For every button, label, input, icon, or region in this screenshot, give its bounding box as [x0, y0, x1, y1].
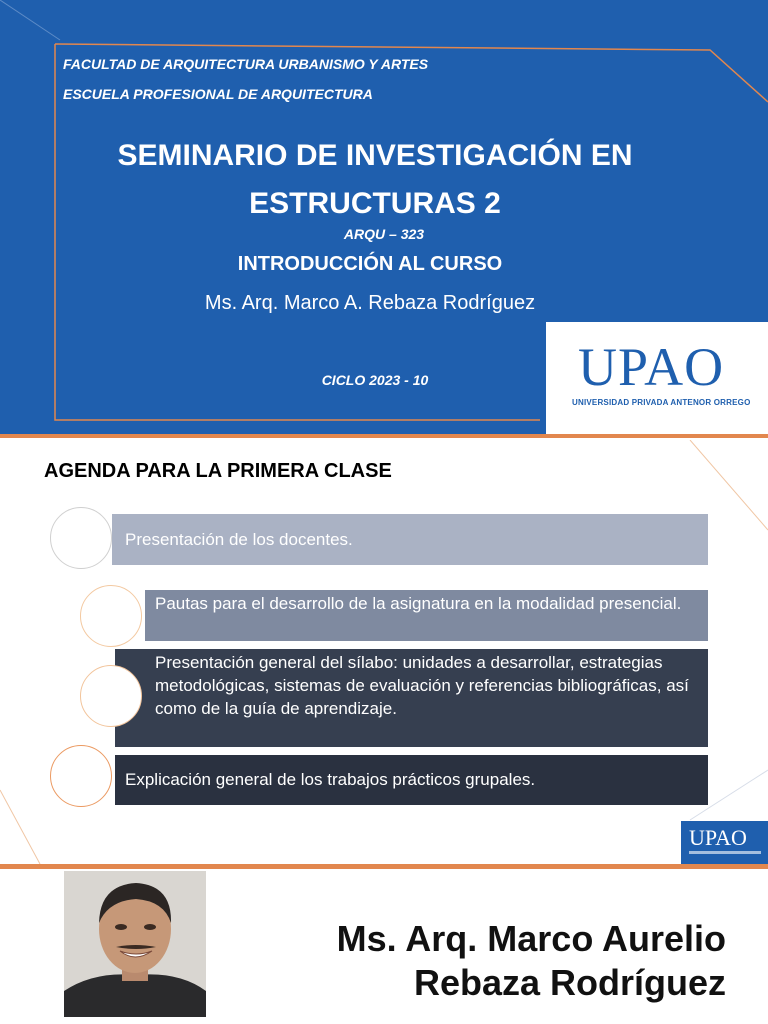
course-code: ARQU – 323	[343, 226, 425, 242]
faculty-name: FACULTAD DE ARQUITECTURA URBANISMO Y ARTES	[63, 56, 429, 72]
agenda-item-text: Presentación de los docentes.	[125, 530, 353, 549]
bullet-circle	[50, 745, 112, 807]
agenda-slide	[0, 440, 768, 864]
bullet-circle	[80, 585, 142, 647]
title-slide	[0, 0, 768, 434]
school-name: ESCUELA PROFESIONAL DE ARQUITECTURA	[63, 86, 373, 102]
bullet-circle	[50, 507, 112, 569]
upao-logo-small-text: UPAO	[689, 825, 747, 850]
agenda-item-text: Pautas para el desarrollo de la asignatura en la modalidad presencial.	[155, 594, 682, 613]
cycle-label: CICLO 2023 - 10	[321, 372, 429, 388]
agenda-item-text: Presentación general del sílabo: unidades a desarrollar, estrategias metodológicas, sistemas de evaluación y referencias bibliográficas, así como de la guía de aprendizaje.	[155, 653, 689, 718]
teacher-photo	[64, 871, 206, 1017]
upao-logo: UPAO	[578, 337, 725, 397]
teacher-name-line-1: Ms. Arq. Marco Aurelio	[336, 918, 726, 959]
course-title-line-1: SEMINARIO DE INVESTIGACIÓN EN	[117, 139, 633, 172]
teacher-full-name	[337, 917, 726, 1005]
agenda-item	[115, 649, 708, 747]
teacher-name-line-2: Rebaza Rodríguez	[413, 962, 726, 1003]
teacher-name: Ms. Arq. Marco A. Rebaza Rodríguez	[204, 292, 536, 314]
portrait-illustration	[64, 871, 206, 1017]
agenda-item	[112, 514, 708, 565]
logo-underline	[689, 851, 761, 854]
slide-divider	[0, 434, 768, 438]
course-title-line-2: ESTRUCTURAS 2	[249, 187, 501, 220]
subtitle: INTRODUCCIÓN AL CURSO	[237, 253, 503, 275]
course-title	[40, 132, 710, 228]
upao-logo-small	[681, 821, 768, 864]
agenda-item	[115, 755, 708, 805]
agenda-item-text: Explicación general de los trabajos prácticos grupales.	[125, 770, 536, 789]
upao-logo-subtitle: UNIVERSIDAD PRIVADA ANTENOR ORREGO	[572, 398, 751, 407]
agenda-title: AGENDA PARA LA PRIMERA CLASE	[44, 460, 392, 482]
bullet-circle	[80, 665, 142, 727]
agenda-item	[145, 590, 708, 641]
teacher-slide	[0, 869, 768, 1024]
